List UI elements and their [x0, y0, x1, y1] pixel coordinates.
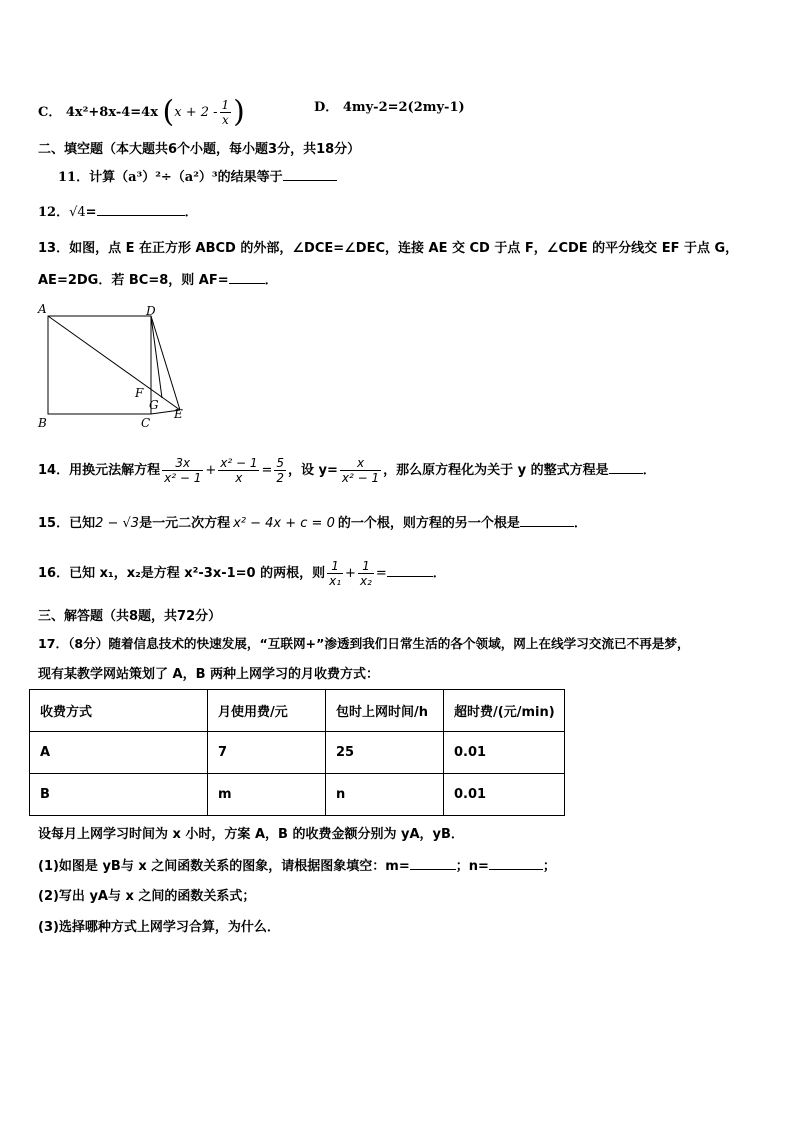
q17-part1: [38, 857, 556, 876]
q14-answer-blank[interactable]: [609, 461, 643, 474]
q12-radical: √4: [69, 205, 86, 220]
label-f: F: [135, 386, 144, 400]
q17-line2: 现有某教学网站策划了 A，B 两种上网学习的月收费方式：: [38, 667, 380, 682]
q15-prompt: 15．已知: [38, 516, 96, 531]
segment-de: [151, 316, 180, 410]
table-cell: n: [326, 774, 444, 816]
question-11: [58, 168, 337, 187]
q16-answer-blank[interactable]: [387, 564, 433, 577]
q17-part1-n: ；n=: [455, 859, 489, 874]
q11-answer-blank[interactable]: [283, 168, 337, 181]
q17-m-blank[interactable]: [410, 857, 456, 870]
fee-table: [29, 689, 565, 816]
q12-answer-blank[interactable]: [97, 203, 185, 216]
question-16: [38, 556, 446, 592]
q13-answer-blank[interactable]: [229, 271, 265, 284]
q14-fraction-1: $\frac{3x}{\text{x² − 1}}$: [164, 456, 202, 485]
option-c-expression: 4x²+8x-4=4x: [65, 105, 158, 120]
table-header-cell: 包时上网时间/h: [326, 690, 444, 732]
label-a: A: [38, 302, 47, 316]
q11-text: 11．计算（a³）²÷（a²）³的结果等于: [58, 170, 283, 185]
q14-fraction-2: $\frac{\text{x² − 1}}{x}$: [220, 456, 258, 485]
right-paren: ): [233, 94, 245, 130]
table-cell: 7: [208, 732, 326, 774]
q14-question: ，那么原方程化为关于 y 的整式方程是: [383, 463, 609, 478]
label-b: B: [38, 416, 47, 430]
q14-end: ．: [642, 463, 656, 478]
q13-line2: [38, 271, 278, 290]
q14-plus: +: [205, 463, 217, 478]
q17-line3: 设每月上网学习时间为 x 小时，方案 A，B 的收费金额分别为 yA，yB．: [38, 827, 464, 842]
table-header-cell: 月使用费/元: [208, 690, 326, 732]
table-cell: m: [208, 774, 326, 816]
label-e: E: [174, 407, 183, 421]
q14-substitution: ，设 y=: [288, 463, 338, 478]
option-c-fraction: $\frac{1}{x}$: [221, 98, 230, 127]
q15-end: ．: [573, 516, 587, 531]
q16-equals: =: [375, 566, 387, 581]
table-cell: A: [30, 732, 208, 774]
q16-end: ．: [432, 566, 446, 581]
question-12: [38, 203, 198, 222]
table-header-row: [30, 690, 565, 732]
q14-fraction-3: $\frac{5}{2}$: [276, 456, 285, 485]
table-cell: 0.01: [444, 732, 565, 774]
option-d-expression: 4my-2=2(2my-1): [342, 100, 465, 115]
segment-dg: [151, 316, 162, 398]
q16-fraction-2: $\frac{1}{\text{x₂}}$: [359, 559, 372, 588]
table-row: [30, 732, 565, 774]
q15-equation: x² − 4x + c = 0: [233, 516, 335, 531]
q15-answer-blank[interactable]: [520, 514, 574, 527]
q16-fraction-1: $\frac{1}{\text{x₁}}$: [329, 559, 342, 588]
q15-root-value: 2 − √3: [95, 516, 140, 531]
option-c-paren-expr: x + 2 -: [174, 105, 218, 120]
q17-part3: (3)选择哪种方式上网学习合算，为什么．: [38, 920, 280, 935]
q14-equals: =: [261, 463, 273, 478]
q17-part1-end: ；: [542, 859, 556, 874]
label-d: D: [146, 304, 156, 318]
q15-question: 的一个根，则方程的另一个根是: [337, 516, 520, 531]
q12-number: 12．: [38, 205, 70, 220]
q17-line1: 17．（8分）随着信息技术的快速发展，“互联网+”渗透到我们日常生活的各个领域，网上在线学习交流已不再是梦，: [38, 636, 690, 651]
q10-option-c: [38, 94, 245, 130]
table-row: [30, 774, 565, 816]
q12-end: ．: [184, 205, 198, 220]
q17-part2: (2)写出 yA与 x 之间的函数关系式；: [38, 889, 256, 904]
q10-option-d: [314, 99, 465, 117]
q16-prompt: 16．已知 x₁，x₂是方程 x²-3x-1=0 的两根，则: [38, 566, 326, 581]
q13-given: AE=2DG．若 BC=8，则 AF=: [38, 273, 229, 288]
q17-n-blank[interactable]: [489, 857, 543, 870]
option-c-label: C．: [38, 105, 62, 120]
q16-plus: +: [345, 566, 356, 581]
q13-square-figure: [34, 300, 194, 432]
q12-equals: =: [85, 205, 97, 220]
q13-line1: 13．如图，点 E 在正方形 ABCD 的外部，∠DCE=∠DEC，连接 AE 交 CD 于点 F，∠CDE 的平分线交 EF 于点 G，: [38, 241, 739, 256]
table-header-cell: 收费方式: [30, 690, 208, 732]
q15-mid: 是一元二次方程: [139, 516, 231, 531]
q14-fraction-4: $\frac{x}{\text{x² − 1}}$: [341, 456, 380, 485]
label-g: G: [149, 398, 159, 412]
question-14: [38, 453, 656, 489]
section2-heading: 二、填空题（本大题共6个小题，每小题3分，共18分）: [38, 142, 361, 157]
option-d-label: D．: [314, 100, 339, 115]
table-cell: B: [30, 774, 208, 816]
left-paren: (: [162, 94, 175, 130]
segment-ae: [48, 316, 180, 410]
q17-part1-prompt: (1)如图是 yB与 x 之间函数关系的图象，请根据图象填空：m=: [38, 859, 410, 874]
section3-heading: 三、解答题（共8题，共72分）: [38, 609, 222, 624]
label-c: C: [141, 416, 151, 430]
question-15: [38, 514, 587, 533]
table-header-cell: 超时费/(元/min): [444, 690, 565, 732]
table-cell: 25: [326, 732, 444, 774]
q14-prompt: 14．用换元法解方程: [38, 463, 161, 478]
table-cell: 0.01: [444, 774, 565, 816]
q13-end: ．: [264, 273, 278, 288]
